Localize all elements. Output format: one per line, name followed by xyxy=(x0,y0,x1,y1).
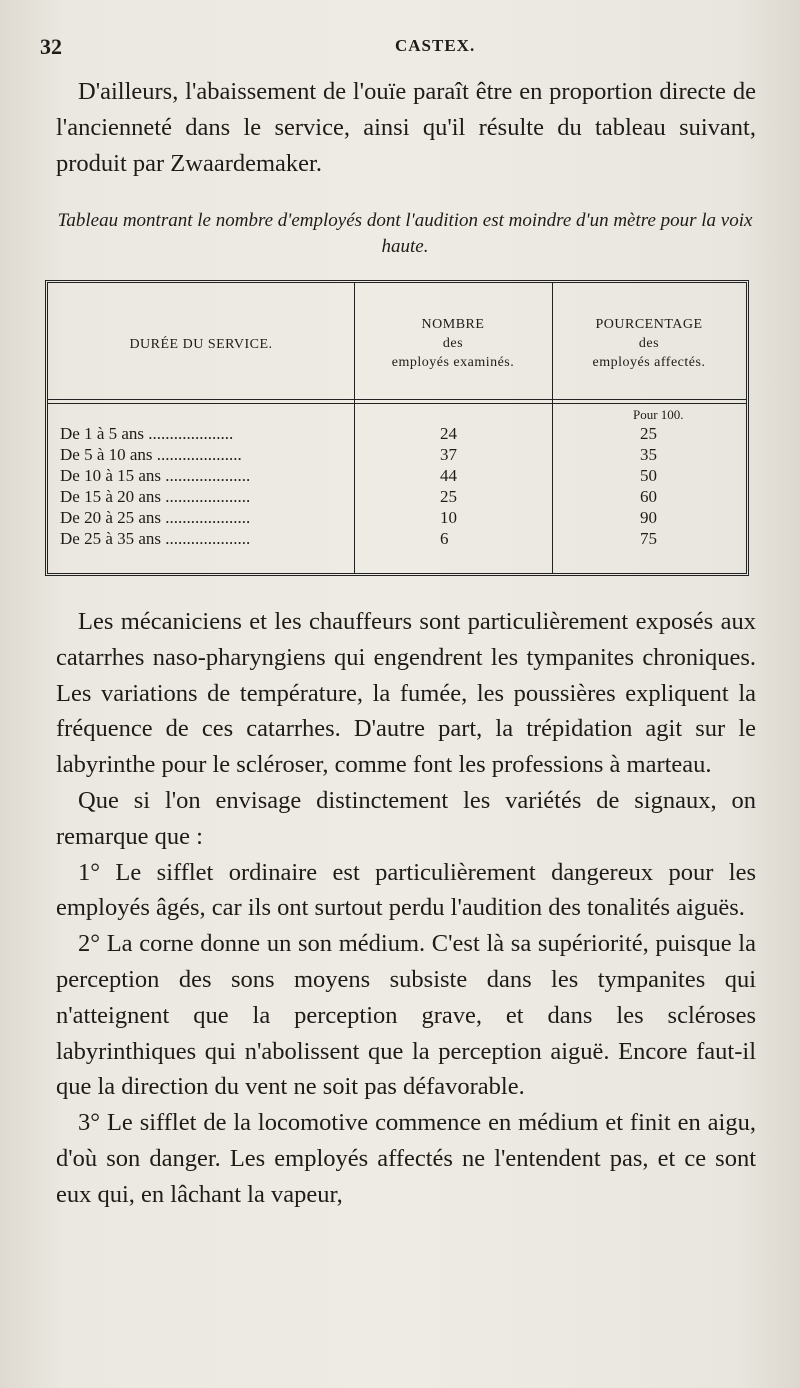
table-row xyxy=(60,507,740,528)
table-caption: Tableau montrant le nombre d'employés dont l'audition est moindre d'un mètre pour la voix haute. xyxy=(57,210,753,257)
row-examined: 37 xyxy=(440,445,457,464)
percent-unit-note: Pour 100. xyxy=(633,407,684,422)
table-row xyxy=(60,444,740,465)
row-period: De 1 à 5 ans .................... xyxy=(60,424,234,443)
row-examined: 24 xyxy=(440,424,457,443)
paragraph-signals-intro: Que si l'on envisage distinctement les variétés de signaux, on remarque que : xyxy=(56,786,756,850)
row-affected: 50 xyxy=(640,466,657,485)
header-examined xyxy=(354,315,552,372)
body-text xyxy=(56,604,756,1213)
row-period: De 10 à 15 ans .................... xyxy=(60,466,251,485)
row-examined: 25 xyxy=(440,487,457,506)
table-row xyxy=(60,423,740,444)
page-header xyxy=(40,34,760,64)
row-period: De 15 à 20 ans .................... xyxy=(60,487,251,506)
row-period: De 20 à 25 ans .................... xyxy=(60,508,251,527)
row-period: De 25 à 35 ans .................... xyxy=(60,529,251,548)
row-affected: 60 xyxy=(640,487,657,506)
row-examined: 44 xyxy=(440,466,457,485)
header-examined-line1: NOMBRE xyxy=(421,317,485,332)
page-number: 32 xyxy=(40,34,62,59)
row-affected: 35 xyxy=(640,445,657,464)
row-affected: 25 xyxy=(640,424,657,443)
paragraph-horn: 2° La corne donne un son médium. C'est là sa supériorité, puisque la perception des sons moyens subsiste dans les tympanites qui n'atteignent que la perception grave, et dans les scléroses labyrinthiques qui n'abolissent que la perception aiguë. Encore faut-il que la direction du vent ne soit pas défavorable. xyxy=(56,930,756,1101)
header-percentage-line1: POURCENTAGE xyxy=(595,317,703,332)
table-row xyxy=(60,486,740,507)
table-body xyxy=(60,423,740,549)
intro-text xyxy=(56,74,756,181)
row-examined: 10 xyxy=(440,508,457,527)
row-period: De 5 à 10 ans .................... xyxy=(60,445,242,464)
header-examined-line3: employés examinés. xyxy=(391,355,515,370)
header-duration: DURÉE DU SERVICE. xyxy=(129,337,273,352)
header-rule xyxy=(48,399,746,404)
header-examined-line2: des xyxy=(442,336,464,351)
row-affected: 75 xyxy=(640,529,657,548)
header-percentage xyxy=(552,315,746,372)
paragraph-ordinary-whistle: 1° Le sifflet ordinaire est particulièrement dangereux pour les employés âgés, car ils ont surtout perdu l'audition des tonalités aiguës. xyxy=(56,858,756,922)
running-head: CASTEX. xyxy=(395,36,476,55)
paragraph-mechanics: Les mécaniciens et les chauffeurs sont particulièrement exposés aux catarrhes naso-pharyngiens qui engendrent les tympanites chroniques. Les variations de température, la fumée, les poussières expliquent la fréquence de ces catarrhes. D'autre part, la trépidation agit sur le labyrinthe pour le scléroser, comme font les professions à marteau. xyxy=(56,608,756,779)
table-row xyxy=(60,528,740,549)
table-row xyxy=(60,465,740,486)
intro-paragraph: D'ailleurs, l'abaissement de l'ouïe paraît être en proportion directe de l'ancienneté dans le service, ainsi qu'il résulte du tableau suivant, produit par Zwaardemaker. xyxy=(56,78,756,177)
data-table xyxy=(45,280,749,576)
header-percentage-line2: des xyxy=(638,336,660,351)
row-affected: 90 xyxy=(640,508,657,527)
header-percentage-line3: employés affectés. xyxy=(592,355,706,370)
paragraph-locomotive-whistle: 3° Le sifflet de la locomotive commence en médium et finit en aigu, d'où son danger. Les employés affectés ne l'entendent pas, et ce sont eux qui, en lâchant la vapeur, xyxy=(56,1109,756,1208)
row-examined: 6 xyxy=(440,529,449,548)
